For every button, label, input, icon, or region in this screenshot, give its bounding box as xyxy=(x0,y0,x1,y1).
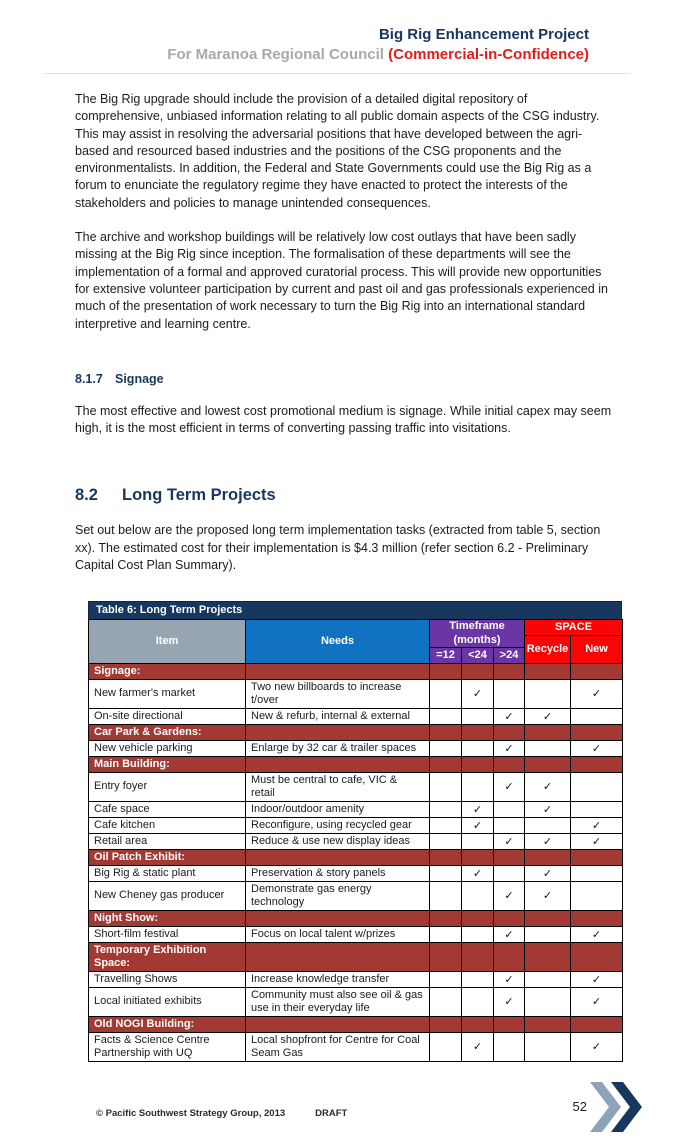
timeframe-over-24-cell: ✓ xyxy=(494,881,525,910)
table-row xyxy=(89,833,623,849)
table-row xyxy=(89,817,623,833)
space-new-cell xyxy=(571,865,623,881)
timeframe-12-cell xyxy=(430,1032,462,1061)
category-label: Night Show: xyxy=(89,910,246,926)
table-row xyxy=(89,1032,623,1061)
category-cell xyxy=(571,910,623,926)
category-cell xyxy=(462,1016,494,1032)
category-cell xyxy=(571,849,623,865)
category-cell xyxy=(494,910,525,926)
table-row xyxy=(89,865,623,881)
category-row xyxy=(89,724,623,740)
item-cell: New Cheney gas producer xyxy=(89,881,246,910)
category-cell xyxy=(494,663,525,679)
document-header xyxy=(75,26,612,64)
column-header-under-24-months: <24 xyxy=(462,647,494,663)
category-cell xyxy=(525,849,571,865)
timeframe-over-24-cell xyxy=(494,679,525,708)
timeframe-under-24-cell: ✓ xyxy=(462,801,494,817)
category-cell xyxy=(571,663,623,679)
paragraph-archive-workshop: The archive and workshop buildings will be relatively low cost outlays that have been sadly missing at the Big Rig since inception. The formalisation of these departments will see the implementation of a formal and approved curatorial process. This will provide new opportunities for extensive volunteer participation by current and past oil and gas professionals experienced in much of the presentation of work necessary to turn the Big Rig into an international standard interpretive and learning centre. xyxy=(75,230,608,331)
section-number: 8.1.7 xyxy=(75,371,103,386)
space-new-cell: ✓ xyxy=(571,1032,623,1061)
column-header-new: New xyxy=(571,636,623,663)
space-new-cell: ✓ xyxy=(571,926,623,942)
item-cell: Cafe space xyxy=(89,801,246,817)
category-cell xyxy=(571,942,623,971)
item-cell: New farmer's market xyxy=(89,679,246,708)
category-cell xyxy=(525,910,571,926)
timeframe-under-24-cell xyxy=(462,708,494,724)
category-cell xyxy=(525,724,571,740)
space-recycle-cell: ✓ xyxy=(525,881,571,910)
category-cell xyxy=(494,849,525,865)
table-row xyxy=(89,772,623,801)
category-cell xyxy=(462,910,494,926)
needs-cell: Enlarge by 32 car & trailer spaces xyxy=(246,740,430,756)
timeframe-over-24-cell: ✓ xyxy=(494,740,525,756)
category-cell xyxy=(462,942,494,971)
timeframe-12-cell xyxy=(430,987,462,1016)
space-new-cell xyxy=(571,801,623,817)
paragraph-long-term-intro: Set out below are the proposed long term implementation tasks (extracted from table 5, section xx). The estimated cost for their implementation is $4.3 million (refer section 6.2 - Preliminary Capital Cost Plan Summary). xyxy=(75,523,601,573)
table-header xyxy=(89,620,623,663)
space-new-cell xyxy=(571,881,623,910)
timeframe-over-24-cell xyxy=(494,865,525,881)
space-new-cell: ✓ xyxy=(571,740,623,756)
timeframe-12-cell xyxy=(430,926,462,942)
double-chevron-icon xyxy=(590,1081,642,1133)
category-cell xyxy=(571,756,623,772)
item-cell: New vehicle parking xyxy=(89,740,246,756)
space-new-cell: ✓ xyxy=(571,817,623,833)
category-cell xyxy=(430,942,462,971)
timeframe-over-24-cell: ✓ xyxy=(494,987,525,1016)
needs-cell: Indoor/outdoor amenity xyxy=(246,801,430,817)
item-cell: Retail area xyxy=(89,833,246,849)
space-new-cell: ✓ xyxy=(571,833,623,849)
section-title: Long Term Projects xyxy=(122,486,276,505)
category-cell xyxy=(246,663,430,679)
item-cell: Short-film festival xyxy=(89,926,246,942)
space-new-cell xyxy=(571,772,623,801)
category-cell xyxy=(246,849,430,865)
draft-label: DRAFT xyxy=(315,1108,348,1120)
timeframe-over-24-cell xyxy=(494,1032,525,1061)
paragraph-signage: The most effective and lowest cost promotional medium is signage. While initial capex may seem high, it is the most efficient in terms of converting passing traffic into visitations. xyxy=(75,403,612,436)
category-cell xyxy=(525,942,571,971)
category-cell xyxy=(462,756,494,772)
section-heading-long-term-projects xyxy=(75,486,612,505)
item-cell: On-site directional xyxy=(89,708,246,724)
category-cell xyxy=(525,663,571,679)
category-row xyxy=(89,849,623,865)
category-cell xyxy=(494,1016,525,1032)
category-cell xyxy=(525,1016,571,1032)
item-cell: Big Rig & static plant xyxy=(89,865,246,881)
subtitle-text: For Maranoa Regional Council xyxy=(167,46,389,63)
item-cell: Cafe kitchen xyxy=(89,817,246,833)
table-body xyxy=(89,663,623,1061)
category-label: Oil Patch Exhibit: xyxy=(89,849,246,865)
category-cell xyxy=(462,849,494,865)
timeframe-over-24-cell: ✓ xyxy=(494,926,525,942)
timeframe-over-24-cell xyxy=(494,817,525,833)
category-row xyxy=(89,942,623,971)
space-recycle-cell: ✓ xyxy=(525,801,571,817)
section-number: 8.2 xyxy=(75,486,98,505)
table-row xyxy=(89,926,623,942)
needs-cell: Reduce & use new display ideas xyxy=(246,833,430,849)
section-title: Signage xyxy=(115,371,164,386)
space-new-cell: ✓ xyxy=(571,679,623,708)
category-cell xyxy=(571,1016,623,1032)
table-row xyxy=(89,679,623,708)
table-row xyxy=(89,881,623,910)
space-new-cell xyxy=(571,708,623,724)
category-cell xyxy=(571,724,623,740)
category-cell xyxy=(246,910,430,926)
timeframe-12-cell xyxy=(430,971,462,987)
table-row xyxy=(89,987,623,1016)
needs-cell: Demonstrate gas energy technology xyxy=(246,881,430,910)
timeframe-over-24-cell: ✓ xyxy=(494,772,525,801)
column-header-12-months: =12 xyxy=(430,647,462,663)
confidential-label: (Commercial-in-Confidence) xyxy=(388,46,589,63)
timeframe-12-cell xyxy=(430,801,462,817)
item-cell: Local initiated exhibits xyxy=(89,987,246,1016)
category-cell xyxy=(462,724,494,740)
space-recycle-cell xyxy=(525,817,571,833)
needs-cell: Community must also see oil & gas use in their everyday life xyxy=(246,987,430,1016)
column-header-needs: Needs xyxy=(246,620,430,663)
needs-cell: Increase knowledge transfer xyxy=(246,971,430,987)
needs-cell: Local shopfront for Centre for Coal Seam Gas xyxy=(246,1032,430,1061)
needs-cell: Focus on local talent w/prizes xyxy=(246,926,430,942)
timeframe-over-24-cell: ✓ xyxy=(494,708,525,724)
category-cell xyxy=(430,724,462,740)
space-recycle-cell xyxy=(525,1032,571,1061)
category-cell xyxy=(430,663,462,679)
needs-cell: Preservation & story panels xyxy=(246,865,430,881)
timeframe-under-24-cell: ✓ xyxy=(462,865,494,881)
timeframe-under-24-cell xyxy=(462,926,494,942)
timeframe-12-cell xyxy=(430,772,462,801)
space-recycle-cell: ✓ xyxy=(525,865,571,881)
category-cell xyxy=(246,724,430,740)
column-header-over-24-months: >24 xyxy=(494,647,525,663)
category-cell xyxy=(494,756,525,772)
category-cell xyxy=(246,1016,430,1032)
column-header-space: SPACE xyxy=(525,620,623,636)
table-row xyxy=(89,801,623,817)
space-recycle-cell xyxy=(525,987,571,1016)
table-row xyxy=(89,708,623,724)
long-term-projects-table xyxy=(88,619,623,1061)
column-header-timeframe: Timeframe (months) xyxy=(430,620,525,647)
category-cell xyxy=(494,724,525,740)
timeframe-12-cell xyxy=(430,708,462,724)
category-cell xyxy=(430,910,462,926)
category-row xyxy=(89,756,623,772)
table-caption: Table 6: Long Term Projects xyxy=(88,601,622,619)
category-label: Old NOGI Building: xyxy=(89,1016,246,1032)
projects-table-container xyxy=(88,601,622,1061)
page-footer xyxy=(75,1087,612,1141)
category-label: Car Park & Gardens: xyxy=(89,724,246,740)
header-divider xyxy=(45,73,630,74)
column-header-item: Item xyxy=(89,620,246,663)
space-recycle-cell xyxy=(525,926,571,942)
space-recycle-cell: ✓ xyxy=(525,708,571,724)
space-new-cell: ✓ xyxy=(571,971,623,987)
space-recycle-cell xyxy=(525,740,571,756)
timeframe-12-cell xyxy=(430,833,462,849)
timeframe-under-24-cell xyxy=(462,833,494,849)
needs-cell: Must be central to cafe, VIC & retail xyxy=(246,772,430,801)
page-number: 52 xyxy=(572,1099,587,1115)
document-title: Big Rig Enhancement Project xyxy=(378,26,589,43)
item-cell: Entry foyer xyxy=(89,772,246,801)
space-recycle-cell xyxy=(525,679,571,708)
table-row xyxy=(89,971,623,987)
space-recycle-cell: ✓ xyxy=(525,772,571,801)
space-recycle-cell xyxy=(525,971,571,987)
needs-cell: Two new billboards to increase t/over xyxy=(246,679,430,708)
timeframe-over-24-cell: ✓ xyxy=(494,833,525,849)
timeframe-12-cell xyxy=(430,817,462,833)
timeframe-over-24-cell xyxy=(494,801,525,817)
timeframe-12-cell xyxy=(430,740,462,756)
page-corner xyxy=(573,1081,642,1133)
column-header-recycle: Recycle xyxy=(525,636,571,663)
timeframe-under-24-cell xyxy=(462,987,494,1016)
timeframe-under-24-cell: ✓ xyxy=(462,1032,494,1061)
category-cell xyxy=(430,849,462,865)
category-cell xyxy=(494,942,525,971)
category-cell xyxy=(430,1016,462,1032)
paragraph-digital-repository: The Big Rig upgrade should include the provision of a detailed digital repository of comprehensive, unbiased information relating to all public domain aspects of the CSG industry. This may assist in resolving the adversarial positions that have developed between the agri-based and resourced based industries and the positions of the CSG proponents and the environmentalists. In addition, the Federal and State Governments could use the Big Rig as a forum to enunciate the regulatory regime they have enacted to protect the interests of the stakeholders and policies to manage unintended consequences. xyxy=(75,92,600,210)
copyright-text: © Pacific Southwest Strategy Group, 2013 xyxy=(96,1108,286,1120)
space-recycle-cell: ✓ xyxy=(525,833,571,849)
timeframe-under-24-cell: ✓ xyxy=(462,679,494,708)
timeframe-12-cell xyxy=(430,679,462,708)
timeframe-under-24-cell xyxy=(462,772,494,801)
timeframe-over-24-cell: ✓ xyxy=(494,971,525,987)
category-cell xyxy=(246,756,430,772)
timeframe-under-24-cell: ✓ xyxy=(462,817,494,833)
needs-cell: New & refurb, internal & external xyxy=(246,708,430,724)
category-label: Main Building: xyxy=(89,756,246,772)
category-cell xyxy=(246,942,430,971)
timeframe-under-24-cell xyxy=(462,971,494,987)
timeframe-12-cell xyxy=(430,881,462,910)
timeframe-12-cell xyxy=(430,865,462,881)
needs-cell: Reconfigure, using recycled gear xyxy=(246,817,430,833)
timeframe-under-24-cell xyxy=(462,740,494,756)
category-label: Temporary Exhibition Space: xyxy=(89,942,246,971)
category-row xyxy=(89,1016,623,1032)
item-cell: Travelling Shows xyxy=(89,971,246,987)
category-cell xyxy=(462,663,494,679)
category-cell xyxy=(430,756,462,772)
timeframe-under-24-cell xyxy=(462,881,494,910)
section-heading-signage xyxy=(75,372,612,386)
space-new-cell: ✓ xyxy=(571,987,623,1016)
category-label: Signage: xyxy=(89,663,246,679)
category-cell xyxy=(525,756,571,772)
category-row xyxy=(89,663,623,679)
table-row xyxy=(89,740,623,756)
category-row xyxy=(89,910,623,926)
document-subtitle xyxy=(75,46,589,64)
item-cell: Facts & Science Centre Partnership with UQ xyxy=(89,1032,246,1061)
